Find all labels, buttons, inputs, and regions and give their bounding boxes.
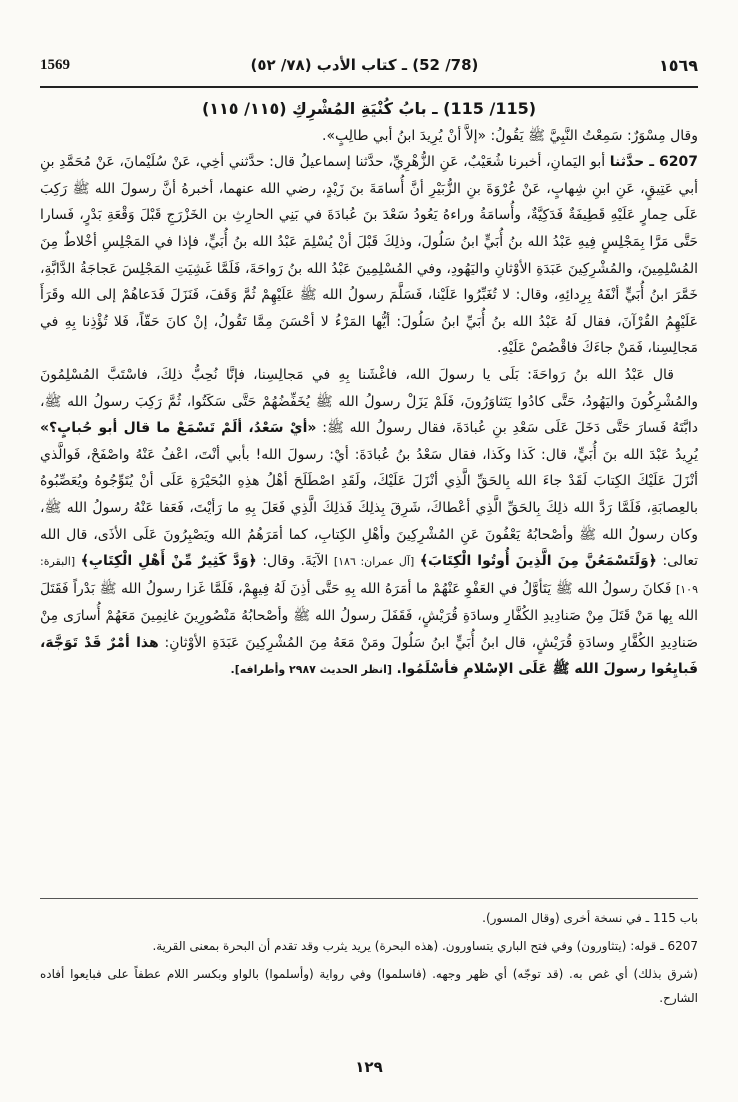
page-number-arabic: ١٥٦٩ bbox=[658, 55, 698, 75]
footnote-separator bbox=[40, 898, 698, 899]
hadith-text-3: فَكانَ رسولُ الله ﷺ يَتَأوَّلُ في العَفْوِ عَنْهُمْ ما أمَرَهُ الله بِهِ حَتَّى أذِنَ لَهُ فِيهِمْ، فَلَمَّا غَزا رسولُ الله ﷺ بَدْراً فَقَتَلَ الله بِها مَنْ قَتَلَ مِنْ صَنادِيدِ الكُفَّارِ وسادَةِ قُرَيْشٍ، فَقَفَلَ رسولُ الله ﷺ وأصْحابُهُ مَنْصُورِينَ غانِمِينَ مَعَهُمْ أُسارَى مِنْ صَنادِيدِ الكُفَّارِ وسادَةِ قُرَيْشٍ، قال ابنُ أُبَيٍّ ابنُ سَلُولَ ومَنْ مَعَهُ مِنَ المُشْرِكِينَ عَبَدَةِ الأوْثانِ: bbox=[40, 580, 698, 651]
quran-verse-2: ﴿وَدَّ كَثِيرٌ مِّنْ أَهْلِ الْكِتَابِ﴾ bbox=[80, 553, 257, 570]
footnote: 6207 ـ قوله: (يتثاورون) وفي فتح الباري يتساورون. (هذه البحرة) يريد يثرب وقد تقدم أن البحرة بمعنى القرية. bbox=[152, 939, 698, 953]
footnotes bbox=[40, 906, 698, 1036]
footnote: باب 115 ـ في نسخة أخرى (وقال المسور). bbox=[482, 911, 698, 925]
hadith-number: 6207 ـ حدَّثنا bbox=[609, 154, 698, 171]
running-title: (78/ 52) ـ كتاب الأدب (٧٨/ ٥٢) bbox=[250, 56, 479, 74]
hadith-paragraph-2 bbox=[40, 362, 698, 684]
cross-reference: [انظر الحديث ٢٩٨٧ وأطرافه]. bbox=[230, 663, 392, 677]
page-number-latin: 1569 bbox=[40, 56, 70, 73]
main-text bbox=[40, 96, 698, 878]
verse-ref-1: [آل عمران: ١٨٦] bbox=[333, 555, 415, 569]
hadith-text-1: أبو اليَمانِ، أخبرنا شُعَيْبٌ، عَنِ الزُّهْرِيِّ، حدَّثنا إسماعيلُ قال: حدَّثني أخِي، عَنْ سُلَيْمانَ، عَنْ مُحَمَّدِ بنِ أبي عَتِيقٍ، عَنِ ابنِ شِهابٍ، عَنْ عُرْوَةَ بنِ الزُّبَيْرِ أنَّ أُسامَةَ بنَ زَيْدٍ، رضي الله عنهما، أخبرهُ أنَّ رسولَ الله ﷺ رَكِبَ عَلَى حِمارٍ عَلَيْهِ قَطِيفَةٌ فَدَكِيَّةٌ، وأُسامَةُ وراءهُ يَعُودُ سَعْدَ بنَ عُبادَةَ في بَنِي الحارِثِ بن الخَزْرَجِ قَبْلَ وَقْعَةِ بَدْرٍ، فَسارا حَتَّى مَرَّا بِمَجْلِسٍ فِيهِ عَبْدُ الله بنُ أُبَيٍّ ابنُ سَلُولَ، وذلِكَ قَبْلَ أنْ يُسْلِمَ عَبْدُ الله بنُ أُبَيٍّ، فإذا في المَجْلِسِ أخْلاطٌ مِنَ المُسْلِمِينَ، والمُشْرِكِينَ عَبَدَةِ الأوْثانِ والیَهُودِ، وفي المُسْلِمِينَ عَبْدُ الله بنُ رَواحَةَ، فَلَمَّا غَشِيَتِ المَجْلِسَ عَجاجَةُ الدَّابَّةِ، خَمَّرَ ابنُ أُبَيٍّ أنْفَهُ بِرِدائِهِ، وقال: لا تُغَبِّرُوا عَلَيْنا، فَسَلَّمَ رسولُ الله ﷺ عَلَيْهِمْ ثُمَّ وَقَفَ، فَنَزَلَ فَدَعاهُمْ إلى الله وقَرَأَ عَلَيْهِمُ القُرْآنَ، فقال لَهُ عَبْدُ الله بنُ أُبَيِّ ابنُ سَلُولَ: أيُّها المَرْءُ لا أحْسَنَ مِمَّا تَقُولُ، إنْ كانَ حَقّاً، فَلا تُؤْذِنا بِهِ في مَجالِسِنا، فَمَنْ جاءَكَ فاقْصُصْ عَلَيْهِ. bbox=[40, 154, 698, 357]
hadith-text-2b: يُرِيدُ عَبْدَ الله بنَ أُبَيٍّ، قال: كَذا وكَذا، فقال سَعْدُ بنُ عُبادَةَ: أيْ: رسولَ الله! بأبي أنْتَ، اعْفُ عَنْهُ واصْفَحْ، فَوالَّذي أنْزَلَ عَلَيْكَ الكِتابَ لَقَدْ جاءَ الله بِالحَقِّ الَّذِي أنْزَلَ عَلَيْكَ، ولَقَدِ اصْطَلَحَ أهْلُ هذِهِ البُحَيْرَةِ عَلَى أنْ يُتَوِّجُوهُ ويُعَصِّبُوهُ بالعِصابَةِ، فَلَمَّا رَدَّ الله ذلِكَ بِالحَقِّ الَّذِي أعْطاكَ، شَرِقَ بِذلِكَ فَذلِكَ الَّذِي فَعَلَ بِهِ ما رَأيْتَ، فَعَفا عَنْهُ رسولُ الله ﷺ، وكان رسولُ الله ﷺ وأصْحابُهُ يَعْفُونَ عَنِ المُشْرِكِينَ وأهْلِ الكِتابِ، كما أمَرَهُمُ الله ويَصْبِرُونَ عَلَى الأذَى، قال الله تعالى: bbox=[40, 446, 698, 570]
hadith-paragraph bbox=[40, 149, 698, 362]
header-rule bbox=[40, 86, 698, 88]
page-footer-number: ١٢٩ bbox=[355, 1058, 383, 1076]
page-header bbox=[40, 50, 698, 80]
chapter-title: (115/ 115) ـ بابُ كُنْيَةِ المُشْرِكِ (١١٥/ ١١٥) bbox=[201, 99, 537, 118]
hadith-text-2a: قال عَبْدُ الله بنُ رَواحَةَ: بَلَى يا رسولَ الله، فاغْشَنا بِهِ في مَجالِسِنا، فإنَّا نُحِبُّ ذلِكَ، فاسْتَبَّ المُسْلِمُونَ والمُشْرِكُونَ والیَهُودُ، حَتَّى كادُوا يَتَثاوَرُونَ، فَلَمْ يَزَلْ رسولُ الله ﷺ يُخَفِّضُهُمْ حَتَّى سَكَتُوا، ثُمَّ رَكِبَ رسولُ الله ﷺ، دابَّتَهُ فَسارَ حَتَّى دَخَلَ عَلَى سَعْدِ بنِ عُبادَةَ، فقال رسولُ الله ﷺ: bbox=[40, 366, 698, 437]
quran-verse-1: ﴿وَلَتَسْمَعُنَّ مِنَ الَّذِينَ أُوتُوا الْكِتَابَ﴾ bbox=[419, 553, 657, 570]
footnote: (شرق بذلك) أي غص به. (قد توجّه) أي ظهر وجهه. (فاسلموا) وفي رواية (وأسلموا) بالواو وبكسر اللام عطفاً على فبايعوا أفاده الشارح. bbox=[40, 967, 698, 1005]
after-verse-1: الآيَةَ. وقال: bbox=[262, 553, 329, 570]
hadith-final: هذا أمْرٌ قَدْ تَوَجَّهَ، فَبايِعُوا رسولَ الله ﷺ عَلَى الإسْلامِ فأسْلَمُوا. bbox=[40, 634, 698, 678]
chapter-intro: وقال مِسْوَرٌ: سَمِعْتُ النَّبِيَّ ﷺ يَقُولُ: «إلاَّ أنْ يُرِيدَ ابنُ أبي طالِبٍ». bbox=[322, 127, 698, 144]
verse-ref-2: [البقرة: ١٠٩] bbox=[40, 555, 698, 596]
hadith-quote: «أيْ سَعْدُ، ألَمْ تَسْمَعْ ما قال أبو حُبابٍ؟» bbox=[40, 420, 317, 437]
